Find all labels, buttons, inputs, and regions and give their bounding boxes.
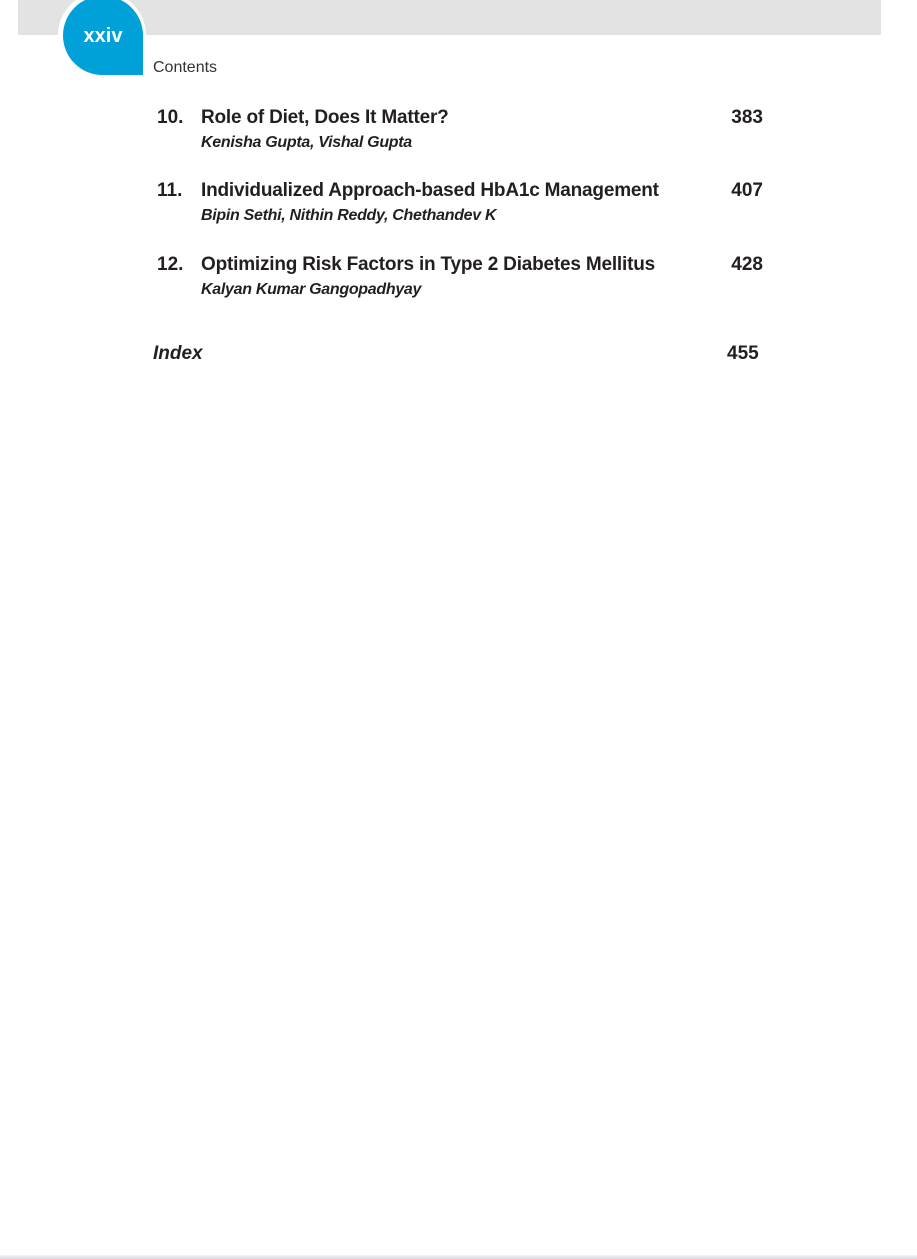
chapter-page: 407 [731,180,763,201]
chapter-authors: Bipin Sethi, Nithin Reddy, Chethandev K [201,207,497,224]
running-title: Contents [153,59,218,76]
chapter-number: 12. [157,254,184,275]
chapter-number: 11. [157,180,183,201]
chapter-page: 383 [731,107,763,128]
page-bottom-edge [0,1255,917,1259]
chapter-authors: Kenisha Gupta, Vishal Gupta [201,134,412,151]
header-band [18,0,881,35]
chapter-title[interactable]: Optimizing Risk Factors in Type 2 Diabetes Mellitus [201,254,655,275]
page-number: xxiv [83,25,123,47]
chapter-number: 10. [157,107,184,128]
page-number-badge [63,0,143,75]
chapter-page: 428 [731,254,763,275]
index-label[interactable]: Index [153,343,203,364]
chapter-title[interactable]: Individualized Approach-based HbA1c Management [201,180,659,201]
chapter-title[interactable]: Role of Diet, Does It Matter? [201,107,449,128]
chapter-authors: Kalyan Kumar Gangopadhyay [201,281,422,298]
index-page: 455 [727,343,759,364]
